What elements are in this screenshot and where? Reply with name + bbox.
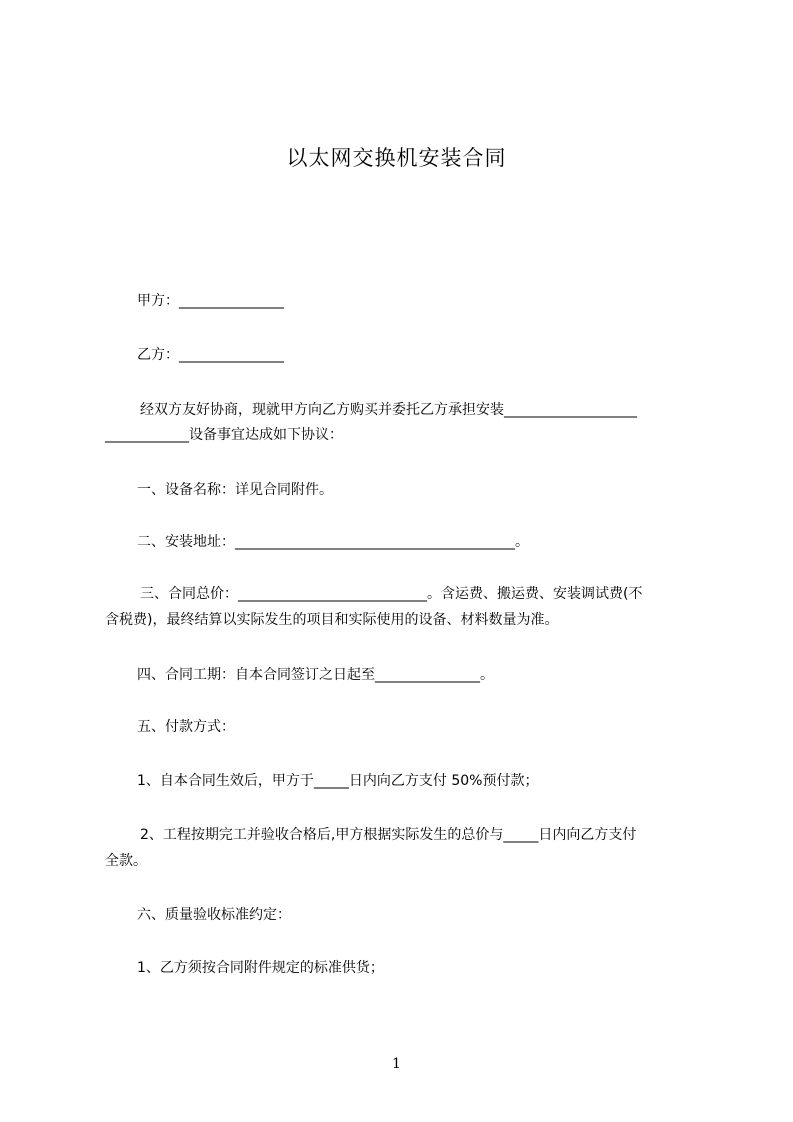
party-a-line: 甲方：_______________ — [137, 293, 284, 309]
payment-item-1: 1、自本合同生效后，甲方于_____日内向乙方支付 50%预付款； — [137, 773, 539, 789]
document-title: 以太网交换机安装合同 — [286, 146, 507, 170]
clause-1-equipment-name: 一、设备名称：详见合同附件。 — [137, 482, 333, 498]
quality-item-1: 1、乙方须按合同附件规定的标准供货； — [137, 960, 384, 976]
clause-3-total-price-line-2: 含税费)，最终结算以实际发生的项目和实际使用的设备、材料数量为准。 — [105, 612, 559, 628]
preamble-line-1: 经双方友好协商，现就甲方向乙方购买并委托乙方承担安装___________________ — [140, 402, 637, 418]
payment-item-2-line-1: 2、工程按期完工并验收合格后,甲方根据实际发生的总价与_____日内向乙方支付 — [140, 827, 637, 843]
clause-6-quality-heading: 六、质量验收标准约定： — [137, 907, 291, 923]
page-number: 1 — [392, 1056, 401, 1072]
party-b-line: 乙方：_______________ — [137, 347, 284, 363]
preamble-line-2: ____________设备事宜达成如下协议： — [105, 427, 343, 443]
clause-2-install-address: 二、安装地址：________________________________________。 — [137, 534, 529, 550]
clause-5-payment-heading: 五、付款方式： — [137, 719, 235, 735]
clause-4-duration: 四、合同工期：自本合同签订之日起至_______________。 — [137, 667, 494, 683]
payment-item-2-line-2: 全款。 — [105, 853, 147, 869]
clause-3-total-price-line-1: 三、合同总价：___________________________。含运费、搬运费、安装调试费(不 — [140, 586, 643, 602]
